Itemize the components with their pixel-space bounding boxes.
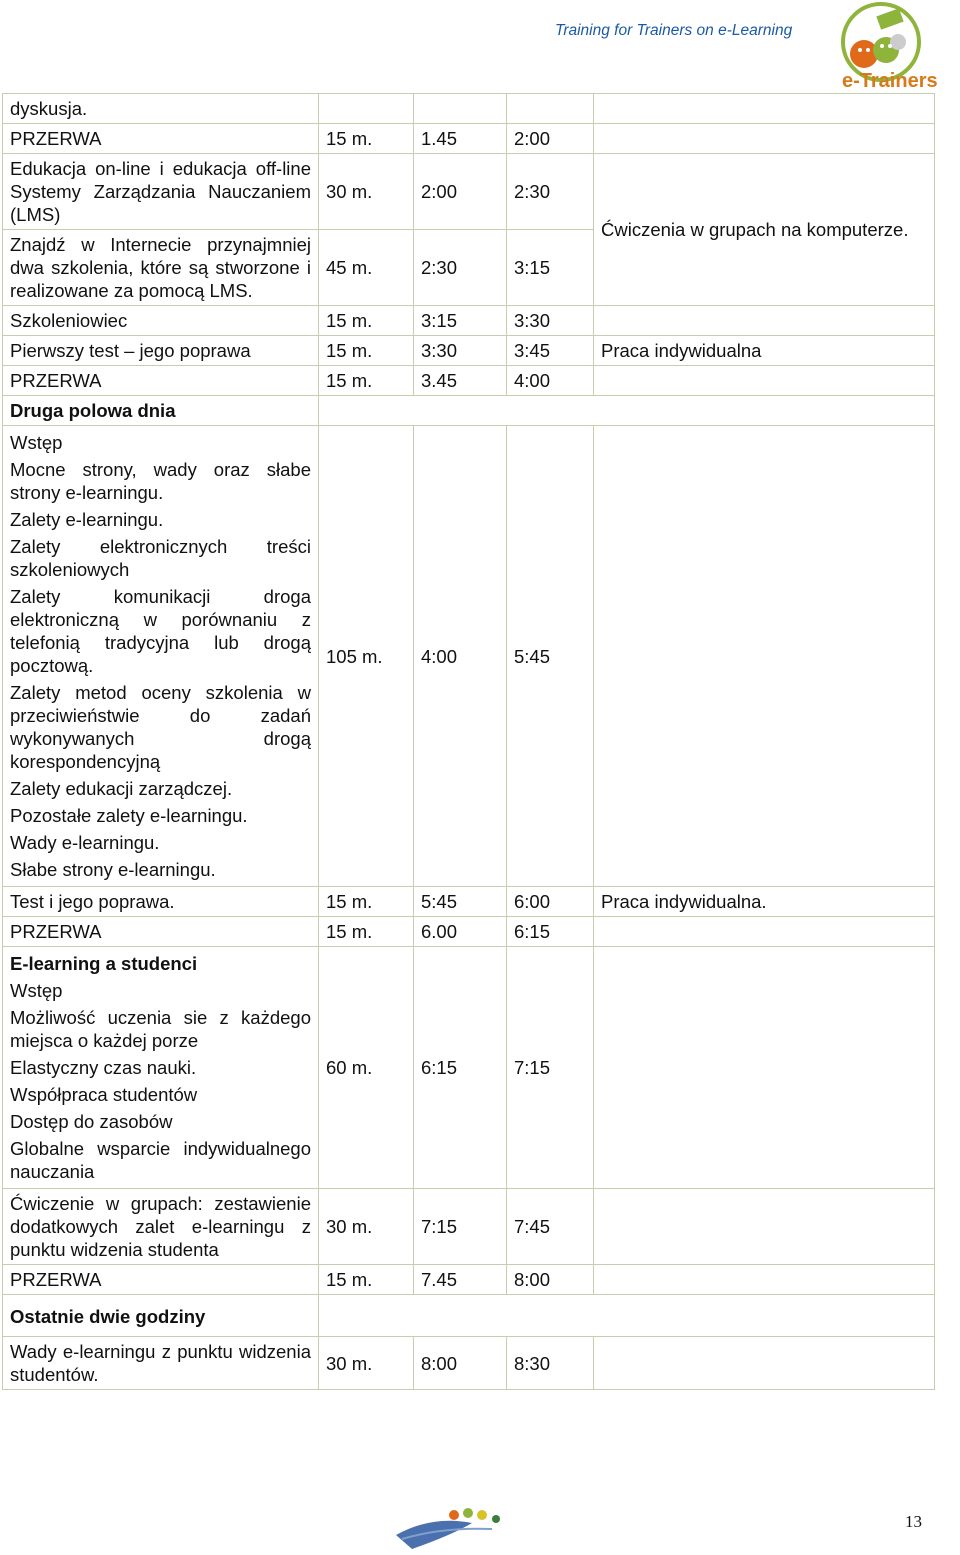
end-cell: 3:30 xyxy=(507,306,594,336)
topic-line: Współpraca studentów xyxy=(10,1084,198,1105)
note-cell: Praca indywidualna. xyxy=(594,887,935,917)
section-heading-row xyxy=(3,396,935,426)
duration-cell: 30 m. xyxy=(319,1337,414,1390)
table-row xyxy=(3,124,935,154)
section-heading: Ostatnie dwie godziny xyxy=(3,1295,319,1337)
topic-line: Elastyczny czas nauki. xyxy=(10,1057,197,1078)
end-cell: 5:45 xyxy=(507,426,594,887)
topic-cell: Wady e-learningu z punktu widzenia studentów. xyxy=(3,1337,319,1390)
topic-cell: Edukacja on-line i edukacja off-line Systemy Zarządzania Nauczaniem (LMS) xyxy=(3,154,319,230)
end-cell: 8:30 xyxy=(507,1337,594,1390)
end-cell: 4:00 xyxy=(507,366,594,396)
start-cell: 3:30 xyxy=(414,336,507,366)
start-cell: 7.45 xyxy=(414,1265,507,1295)
section-heading: Druga polowa dnia xyxy=(3,396,319,426)
topic-cell: PRZERWA xyxy=(3,1265,319,1295)
start-cell: 1.45 xyxy=(414,124,507,154)
end-cell: 2:00 xyxy=(507,124,594,154)
page-number: 13 xyxy=(905,1512,922,1531)
table-row xyxy=(3,917,935,947)
table-row xyxy=(3,426,935,887)
table-row xyxy=(3,947,935,1189)
end-cell xyxy=(507,94,594,124)
duration-cell: 30 m. xyxy=(319,1189,414,1265)
topic-line: Wstęp xyxy=(10,980,63,1001)
duration-cell: 15 m. xyxy=(319,124,414,154)
note-cell xyxy=(594,947,935,1189)
end-cell: 6:15 xyxy=(507,917,594,947)
end-cell: 3:45 xyxy=(507,336,594,366)
start-cell: 2:30 xyxy=(414,230,507,306)
table-row xyxy=(3,366,935,396)
topic-cell: dyskusja. xyxy=(3,94,319,124)
table-row xyxy=(3,1189,935,1265)
header-title: Training for Trainers on e-Learning xyxy=(555,22,793,39)
note-cell xyxy=(594,1189,935,1265)
end-cell: 6:00 xyxy=(507,887,594,917)
end-cell: 3:15 xyxy=(507,230,594,306)
duration-cell: 30 m. xyxy=(319,154,414,230)
topic-cell: PRZERWA xyxy=(3,917,319,947)
start-cell: 5:45 xyxy=(414,887,507,917)
note-cell xyxy=(594,306,935,336)
schedule-table xyxy=(2,93,935,1390)
start-cell: 7:15 xyxy=(414,1189,507,1265)
start-cell: 3:15 xyxy=(414,306,507,336)
topic-cell: PRZERWA xyxy=(3,366,319,396)
logo-text: e-Trainers xyxy=(842,70,938,92)
duration-cell: 15 m. xyxy=(319,887,414,917)
table-row xyxy=(3,154,935,230)
duration-cell: 105 m. xyxy=(319,426,414,887)
note-cell: Praca indywidualna xyxy=(594,336,935,366)
note-cell xyxy=(594,1337,935,1390)
end-cell: 2:30 xyxy=(507,154,594,230)
topic-cell: Ćwiczenie w grupach: zestawienie dodatkowych zalet e-learningu z punktu widzenia studenta xyxy=(3,1189,319,1265)
topic-cell: PRZERWA xyxy=(3,124,319,154)
duration-cell: 15 m. xyxy=(319,1265,414,1295)
start-cell xyxy=(414,94,507,124)
start-cell: 6.00 xyxy=(414,917,507,947)
topic-line: Pozostałe zalety e-learningu. xyxy=(10,805,248,826)
topic-cell: Test i jego poprawa. xyxy=(3,887,319,917)
start-cell: 2:00 xyxy=(414,154,507,230)
note-cell xyxy=(594,124,935,154)
table-row xyxy=(3,306,935,336)
table-row xyxy=(3,336,935,366)
note-cell xyxy=(594,366,935,396)
duration-cell: 60 m. xyxy=(319,947,414,1189)
table-row xyxy=(3,887,935,917)
topic-line: Wady e-learningu. xyxy=(10,832,160,853)
topic-line: Mocne strony, wady oraz słabe strony e-learningu. xyxy=(10,459,311,503)
topic-line: Zalety komunikacji droga elektroniczną w porównaniu z telefonią tradycyjna lub drogą pocztową. xyxy=(10,586,311,676)
end-cell: 7:15 xyxy=(507,947,594,1189)
footer-logo xyxy=(392,1505,512,1553)
duration-cell: 15 m. xyxy=(319,336,414,366)
start-cell: 6:15 xyxy=(414,947,507,1189)
topic-line: Słabe strony e-learningu. xyxy=(10,859,216,880)
topic-line: Dostęp do zasobów xyxy=(10,1111,173,1132)
note-cell xyxy=(594,917,935,947)
topic-cell: Pierwszy test – jego poprawa xyxy=(3,336,319,366)
note-cell xyxy=(594,94,935,124)
topic-line: Zalety elektronicznych treści szkoleniowych xyxy=(10,536,311,580)
topic-line: Możliwość uczenia sie z każdego miejsca o każdej porze xyxy=(10,1007,311,1051)
note-cell xyxy=(594,426,935,887)
duration-cell: 15 m. xyxy=(319,366,414,396)
empty-cell xyxy=(319,1295,935,1337)
duration-cell xyxy=(319,94,414,124)
section-heading: E-learning a studenci xyxy=(10,953,198,974)
empty-cell xyxy=(319,396,935,426)
note-cell-merged: Ćwiczenia w grupach na komputerze. xyxy=(594,154,935,306)
topic-line: Wstęp xyxy=(10,432,63,453)
start-cell: 8:00 xyxy=(414,1337,507,1390)
note-cell xyxy=(594,1265,935,1295)
start-cell: 3.45 xyxy=(414,366,507,396)
table-row xyxy=(3,1337,935,1390)
table-row xyxy=(3,94,935,124)
end-cell: 7:45 xyxy=(507,1189,594,1265)
duration-cell: 15 m. xyxy=(319,917,414,947)
start-cell: 4:00 xyxy=(414,426,507,887)
table-row xyxy=(3,1265,935,1295)
duration-cell: 45 m. xyxy=(319,230,414,306)
topic-cell xyxy=(3,426,319,887)
topic-cell: Znajdź w Internecie przynajmniej dwa szkolenia, które są stworzone i realizowane za pomocą LMS. xyxy=(3,230,319,306)
topic-cell: Szkoleniowiec xyxy=(3,306,319,336)
duration-cell: 15 m. xyxy=(319,306,414,336)
section-heading-row xyxy=(3,1295,935,1337)
topic-line: Zalety e-learningu. xyxy=(10,509,164,530)
topic-line: Zalety metod oceny szkolenia w przeciwieństwie do zadań wykonywanych drogą korespondencyjną xyxy=(10,682,311,772)
topic-line: Globalne wsparcie indywidualnego nauczania xyxy=(10,1138,311,1182)
topic-cell xyxy=(3,947,319,1189)
end-cell: 8:00 xyxy=(507,1265,594,1295)
topic-line: Zalety edukacji zarządczej. xyxy=(10,778,233,799)
